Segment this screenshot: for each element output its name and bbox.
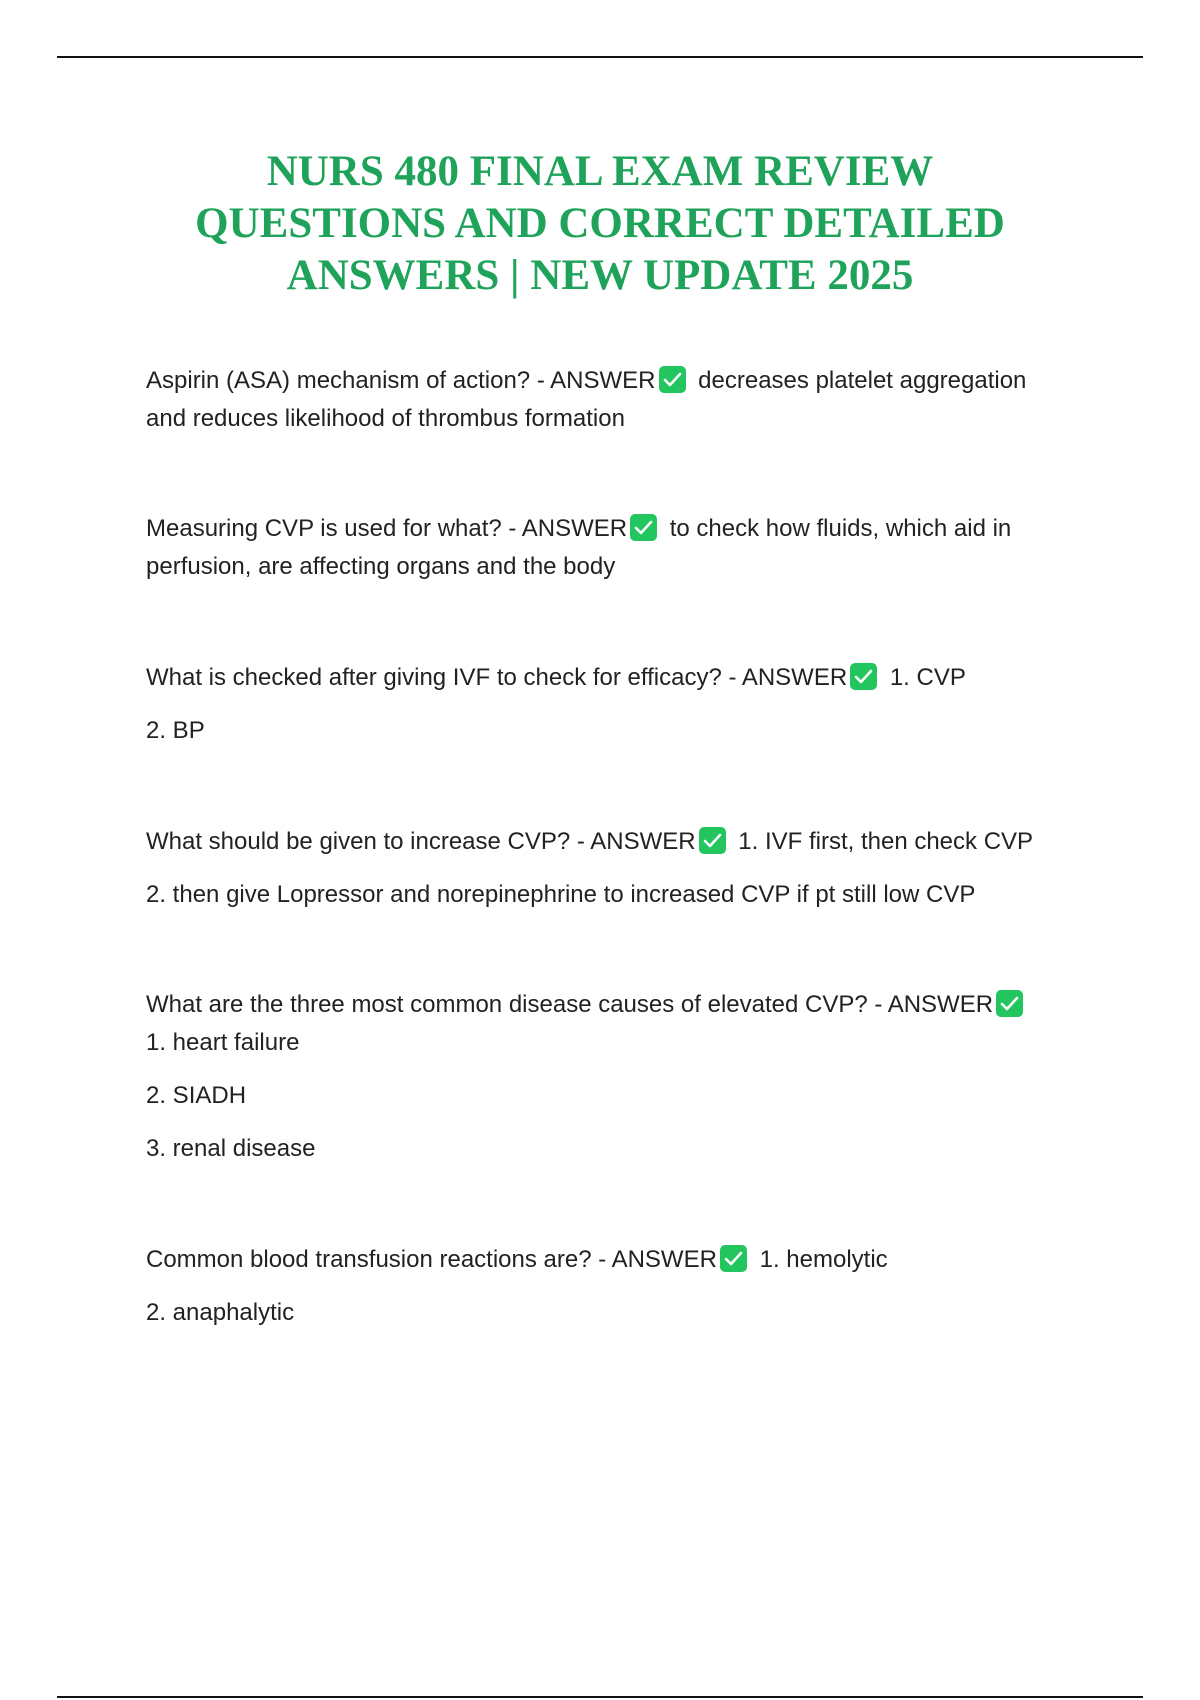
answer-text: 1. hemolytic — [759, 1246, 888, 1273]
question-text: What should be given to increase CVP? - ANSWER — [146, 828, 696, 855]
qa-question-line — [146, 362, 1086, 400]
title-line: NURS 480 FINAL EXAM REVIEW — [266, 148, 934, 195]
check-badge-icon — [850, 663, 877, 690]
answer-continuation: perfusion, are affecting organs and the body — [146, 553, 616, 580]
answer-text: 1. CVP — [889, 664, 966, 691]
check-badge-icon — [630, 514, 657, 541]
answer-list-item: 2. anaphalytic — [146, 1299, 295, 1326]
qa-item-increase-cvp — [146, 823, 1086, 914]
answer-list-item: 2. BP — [146, 717, 205, 744]
qa-question-line — [146, 1241, 1086, 1279]
qa-item-ivf-efficacy — [146, 659, 1086, 750]
answer-text: decreases platelet aggregation — [698, 367, 1027, 394]
qa-item-transfusion-reactions — [146, 1241, 1086, 1332]
answer-list-item: 2. then give Lopressor and norepinephrine to increased CVP if pt still low CVP — [146, 881, 976, 908]
qa-question-line — [146, 823, 1086, 861]
question-text: Aspirin (ASA) mechanism of action? - ANSWER — [146, 367, 656, 394]
bottom-divider — [57, 1696, 1143, 1698]
document-title — [100, 146, 1100, 302]
top-divider — [57, 56, 1143, 58]
answer-text: to check how fluids, which aid in — [669, 515, 1012, 542]
title-line: ANSWERS | NEW UPDATE 2025 — [286, 252, 914, 299]
check-badge-icon — [659, 366, 686, 393]
answer-text: 1. IVF first, then check CVP — [738, 828, 1034, 855]
qa-item-cvp-purpose — [146, 510, 1086, 586]
question-text: Measuring CVP is used for what? - ANSWER — [146, 515, 628, 542]
check-badge-icon — [720, 1245, 747, 1272]
qa-question-line — [146, 659, 1086, 697]
title-line: QUESTIONS AND CORRECT DETAILED — [195, 200, 1005, 247]
answer-continuation: and reduces likelihood of thrombus formation — [146, 405, 625, 432]
question-text: What are the three most common disease causes of elevated CVP? - ANSWER — [146, 991, 994, 1018]
question-text: Common blood transfusion reactions are? - ANSWER — [146, 1246, 717, 1273]
answer-list-item: 2. SIADH — [146, 1082, 247, 1109]
check-badge-icon — [996, 990, 1023, 1017]
qa-question-line — [146, 510, 1086, 548]
qa-question-line — [146, 986, 1086, 1024]
question-text: What is checked after giving IVF to check for efficacy? - ANSWER — [146, 664, 848, 691]
qa-item-aspirin — [146, 362, 1086, 438]
answer-list-item: 1. heart failure — [146, 1029, 300, 1056]
check-badge-icon — [699, 827, 726, 854]
answer-list-item: 3. renal disease — [146, 1135, 316, 1162]
qa-item-elevated-cvp — [146, 986, 1086, 1168]
